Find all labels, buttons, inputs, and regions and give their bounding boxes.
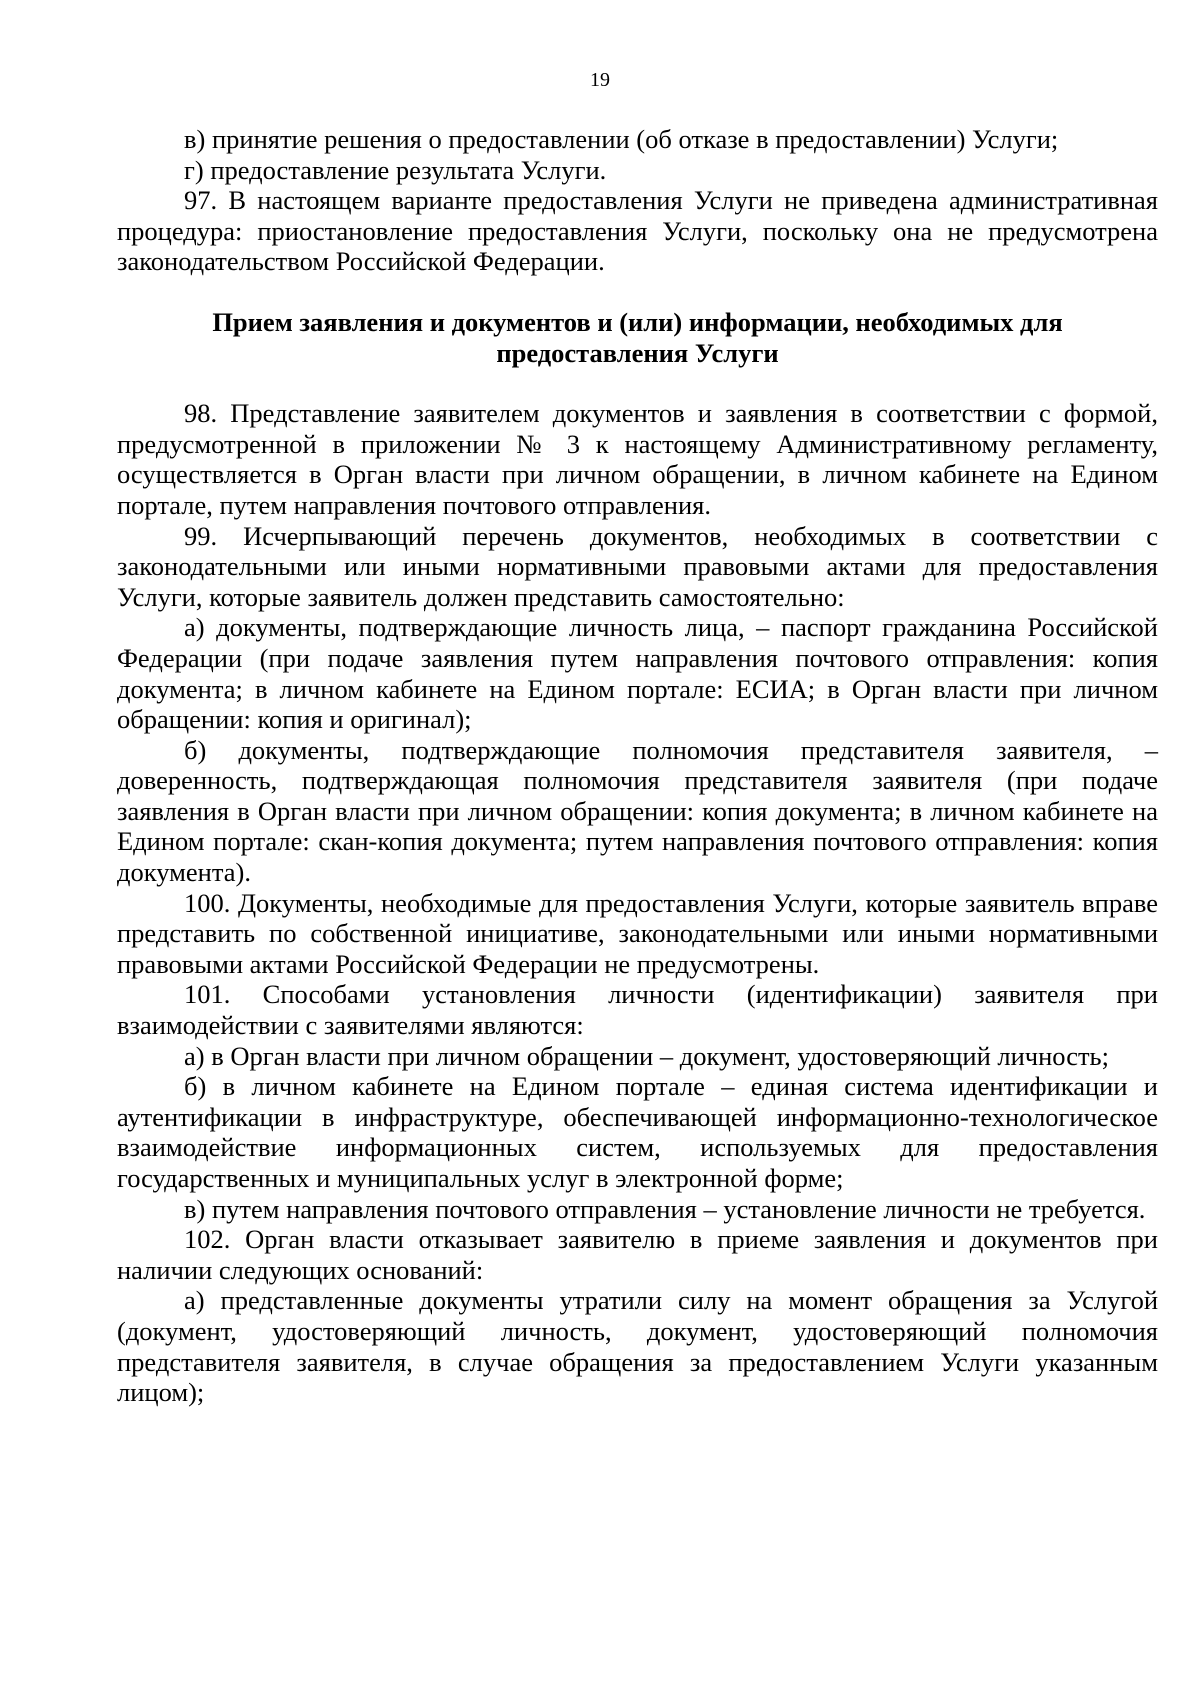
paragraph-102-a: а) представленные документы утратили силу на момент обращения за Услугой (документ, удостоверяющий личность, документ, удостоверяющий полномочия представителя заявителя, в случае обращения за предоставлением Услуги указанным лицом);: [117, 1285, 1158, 1408]
document-body: [117, 124, 1158, 1408]
page-number: 19: [590, 69, 610, 91]
paragraph-101-a: а) в Орган власти при личном обращении – документ, удостоверяющий личность;: [184, 1040, 1109, 1071]
paragraph-97: 97. В настоящем варианте предоставления Услуги не приведена административная процедура: приостановление предоставления Услуги, поскольку она не предусмотрена законодательством Российской Федерации.: [117, 185, 1158, 277]
paragraph-100: 100. Документы, необходимые для предоставления Услуги, которые заявитель вправе представить по собственной инициативе, законодательными или иными нормативными правовыми актами Российской Федерации не предусмотрены.: [117, 887, 1158, 979]
paragraph-101-b: б) в личном кабинете на Едином портале – единая система идентификации и аутентификации в инфраструктуре, обеспечивающей информационно-технологическое взаимодействие информационных систем, используемых для предоставления государственных и муниципальных услуг в электронной форме;: [117, 1071, 1158, 1193]
section-heading: [117, 307, 1158, 368]
paragraph-item-v: в) принятие решения о предоставлении (об отказе в предоставлении) Услуги;: [184, 124, 1059, 154]
paragraph-101-v: в) путем направления почтового отправления – установление личности не требуется.: [184, 1193, 1146, 1224]
paragraph-99-a: а) документы, подтверждающие личность лица, – паспорт гражданина Российской Федерации (при подаче заявления путем направления почтового отправления: копия документа; в личном кабинете на Едином портале: ЕСИА; в Орган власти при личном обращении: копия и оригинал);: [117, 612, 1158, 735]
paragraph-98: 98. Представление заявителем документов и заявления в соответствии с формой, предусмотренной в приложении № 3 к настоящему Административному регламенту, осуществляется в Орган власти при личном обращении, в личном кабинете на Едином портале, путем направления почтового отправления.: [117, 398, 1158, 520]
paragraph-102: 102. Орган власти отказывает заявителю в приеме заявления и документов при наличии следующих оснований:: [117, 1224, 1158, 1285]
section-heading-line-1: Прием заявления и документов и (или) информации, необходимых для: [212, 306, 1063, 337]
paragraph-item-g: г) предоставление результата Услуги.: [184, 154, 607, 185]
paragraph-101: 101. Способами установления личности (идентификации) заявителя при взаимодействии с заявителями являются:: [117, 979, 1158, 1041]
paragraph-99: 99. Исчерпывающий перечень документов, необходимых в соответствии с законодательными или иными нормативными правовыми актами для предоставления Услуги, которые заявитель должен представить самостоятельно:: [117, 520, 1158, 612]
paragraph-99-b: б) документы, подтверждающие полномочия представителя заявителя, – доверенность, подтверждающая полномочия представителя заявителя (при подаче заявления в Орган власти при личном обращении: копия документа; в личном кабинете на Едином портале: скан-копия документа; путем направления почтового отправления: копия документа).: [117, 734, 1158, 888]
section-heading-line-2: предоставления Услуги: [496, 337, 779, 368]
